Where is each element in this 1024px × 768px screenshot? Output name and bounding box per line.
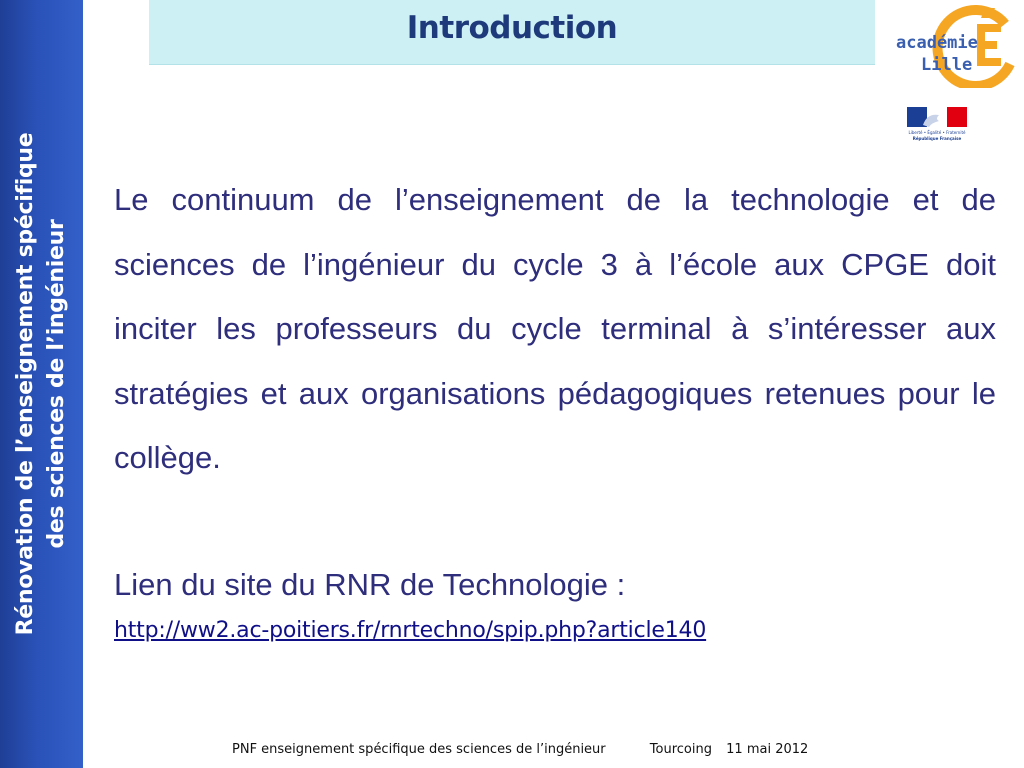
sidebar-title [10, 34, 72, 734]
title-bar [149, 0, 875, 65]
footer [232, 742, 808, 757]
footer-date: 11 mai 2012 [726, 742, 809, 757]
footer-event: PNF enseignement spécifique des sciences de l’ingénieur [232, 742, 606, 757]
slide-title: Introduction [406, 10, 618, 46]
intro-paragraph: Le continuum de l’enseignement de la technologie et de sciences de l’ingénieur du cycle 3 à l’école aux CPGE doit inciter les professeurs du cycle terminal à s’intéresser aux stratégies et aux organisations pédagogiques retenues pour le collège. [114, 182, 996, 475]
republique-francaise-logo [905, 105, 969, 145]
link-label: Lien du site du RNR de Technologie : [114, 567, 626, 602]
academie-lille-logo [893, 2, 1024, 88]
marianne-motto: Liberté • Égalité • Fraternité [908, 130, 966, 135]
academie-logo-text-top: académie [896, 33, 978, 53]
footer-location: Tourcoing [649, 742, 712, 757]
marianne-name: République Française [912, 136, 962, 141]
rnr-technologie-link[interactable]: http://ww2.ac-poitiers.fr/rnrtechno/spip.php?article140 [114, 618, 707, 643]
academie-logo-text-bottom: Lille [921, 55, 973, 75]
sidebar-title-line-2: des sciences de l’ingénieur [44, 219, 69, 549]
sidebar-title-line-1: Rénovation de l’enseignement spécifique [13, 132, 38, 636]
sidebar [0, 0, 83, 768]
